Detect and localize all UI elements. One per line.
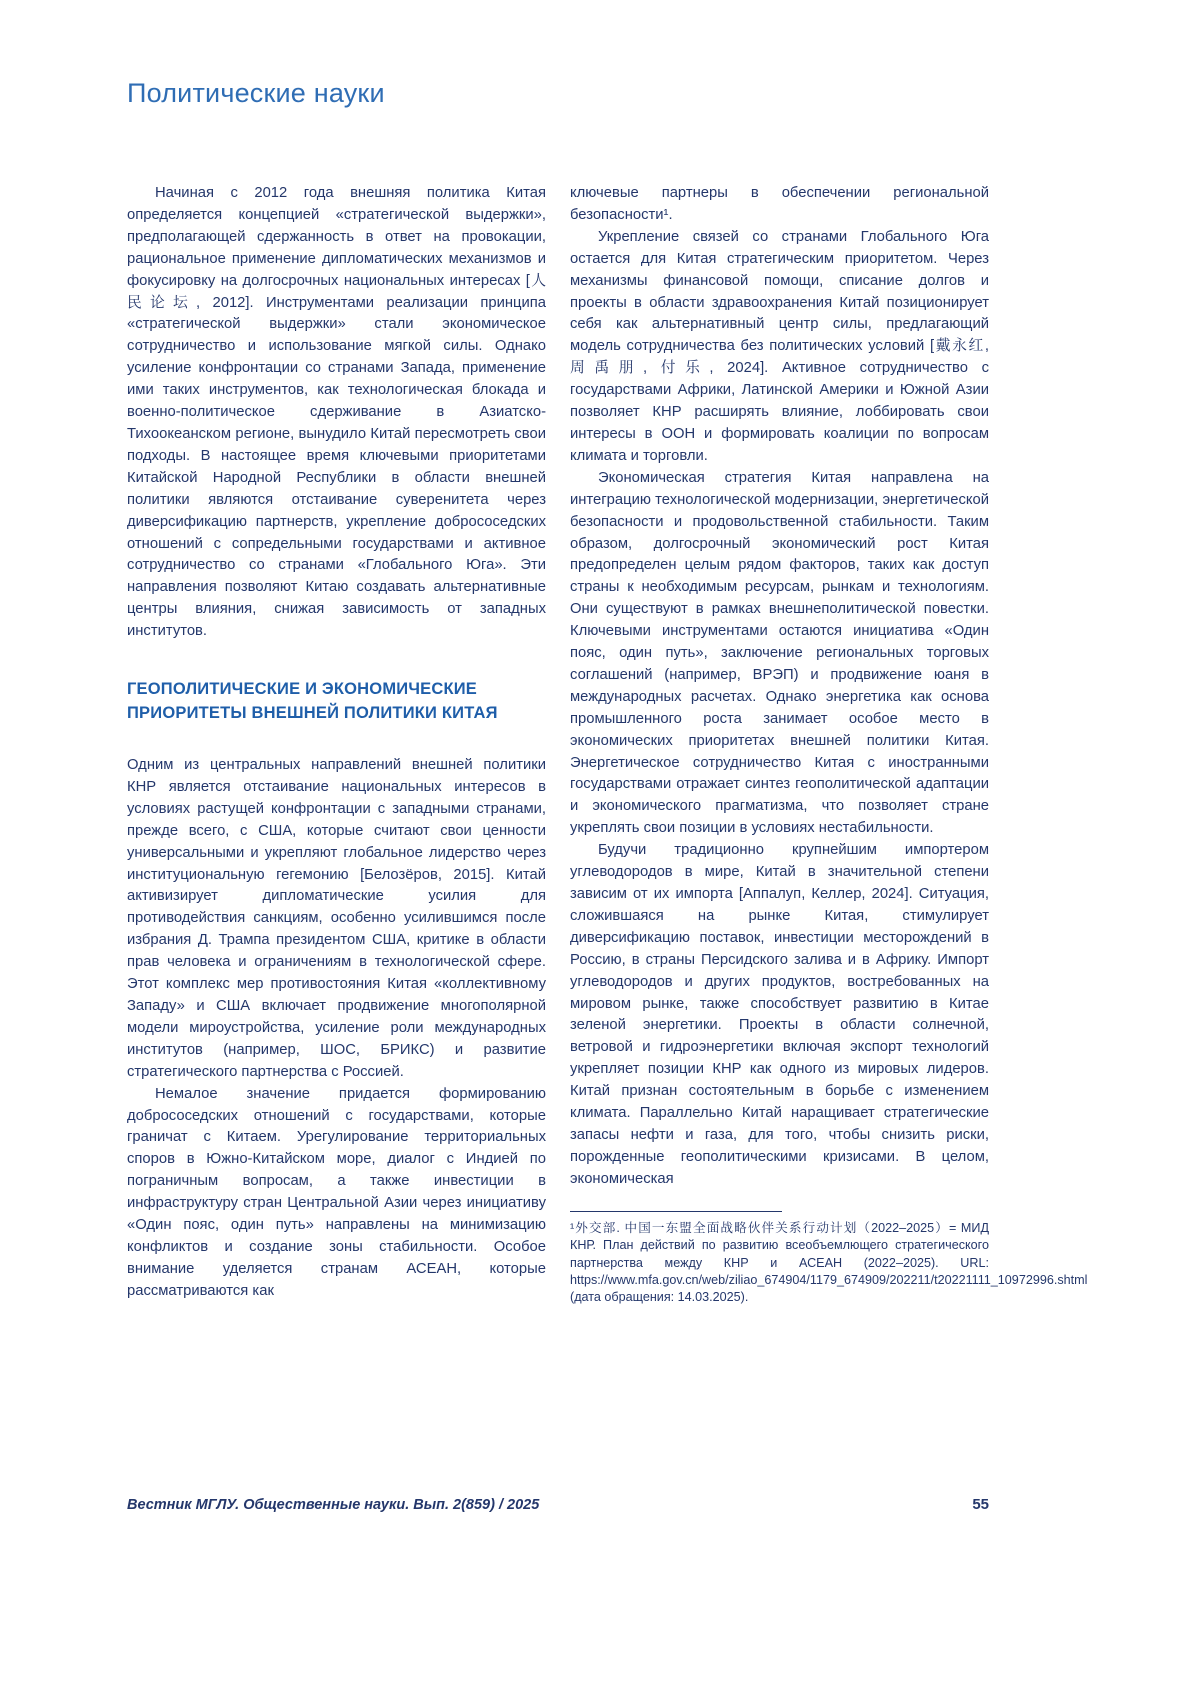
left-column	[127, 183, 546, 1307]
two-column-layout	[127, 183, 1088, 1307]
footnote-text: ¹外交部. 中国一东盟全面战略伙伴关系行动计划（2022–2025）= МИД КНР. План действий по развитию всеобъемлющего стратегического партнерства между КНР и АСЕАН (2022–2025). URL: https://www.mfa.gov.cn/web/ziliao_674904/1179_674909/202211/t20221111_10972996.shtml (дата обращения: 14.03.2025).	[570, 1220, 1088, 1305]
footnote	[570, 1211, 1088, 1307]
footnote-divider	[570, 1211, 782, 1212]
right-column	[570, 183, 1088, 1307]
body-paragraph: Начиная с 2012 года внешняя политика Китая определяется концепцией «стратегической выдержки», предполагающей сдержанность в ответ на провокации, рациональное применение дипломатических механизмов и фокусировку на долгосрочных национальных интересах [人民论坛, 2012]. Инструментами реализации принципа «стратегической выдержки» стали экономическое сотрудничество и использование мягкой силы. Однако усиление конфронтации со странами Запада, применение ими таких инструментов, как технологическая блокада и военно-политическое сдерживание в Азиатско-Тихоокеанском регионе, вынудило Китай пересмотреть свои подходы. В настоящее время ключевыми приоритетами Китайской Народной Республики в области внешней политики являются отстаивание суверенитета через диверсификацию партнерств, укрепление добрососедских отношений с сопредельными государствами и активное сотрудничество со странами «Глобального Юга». Эти направления позволяют Китаю создавать альтернативные центры влияния, снижая зависимость от западных институтов.	[127, 185, 546, 640]
body-paragraph: Немалое значение придается формированию добрососедских отношений с государствами, которые граничат с Китаем. Урегулирование территориальных споров в Южно-Китайском море, диалог с Индией по пограничным вопросам, а также инвестиции в инфраструктуру стран Центральной Азии через инициативу «Один пояс, один путь» направлены на минимизацию конфликтов и создание зоны стабильности. Особое внимание уделяется странам АСЕАН, которые рассматриваются как	[127, 1085, 546, 1299]
body-paragraph: Экономическая стратегия Китая направлена на интеграцию технологической модернизации, энергетической безопасности и продовольственной стабильности. Таким образом, долгосрочный экономический рост Китая предопределен целым рядом факторов, таких как доступ страны к необходимым ресурсам, рынкам и технологиям. Они существуют в рамках внешнеполитической повестки. Ключевыми инструментами остаются инициатива «Один пояс, один путь», заключение региональных торговых соглашений (например, ВРЭП) и продвижение юаня в международных расчетах. Однако энергетика как основа промышленного роста занимает особое место в экономических приоритетах внешней политики Китая. Энергетическое сотрудничество Китая с иностранными государствами отражает синтез геополитической адаптации и экономического прагматизма, что позволяет стране укреплять свои позиции в условиях нестабильности.	[570, 469, 989, 837]
body-paragraph: ключевые партнеры в обеспечении региональной безопасности¹.	[570, 185, 989, 223]
footer-journal-info: Вестник МГЛУ. Общественные науки. Вып. 2(859) / 2025	[127, 1497, 540, 1513]
page-number: 55	[972, 1496, 989, 1513]
body-paragraph: Одним из центральных направлений внешней политики КНР является отстаивание национальных интересов в условиях растущей конфронтации с западными странами, прежде всего, с США, которые считают свои ценности универсальными и укрепляют глобальное лидерство через институциональную гегемонию [Белозёров, 2015]. Китай активизирует дипломатические усилия для противодействия санкциям, особенно усилившимся после избрания Д. Трампа президентом США, критике в области прав человека и ограничениям в технологической сфере. Этот комплекс мер противостояния Китая «коллективному Западу» и США включает продвижение многополярной модели мироустройства, усиление роли международных институтов (например, ШОС, БРИКС) и развитие стратегического партнерства с Россией.	[127, 757, 546, 1080]
body-paragraph: Будучи традиционно крупнейшим импортером углеводородов в мире, Китай в значительной степени зависим от их импорта [Аппалуп, Келлер, 2024]. Ситуация, сложившаяся на рынке Китая, стимулирует диверсификацию поставок, инвестиции месторождений в Россию, в страны Персидского залива и в Африку. Импорт углеводородов и других продуктов, востребованных на мировом рынке, также способствует развитию в Китае зеленой энергетики. Проекты в области солнечной, ветровой и гидроэнергетики включая экспорт технологий укрепляет позиции КНР как одного из мировых лидеров. Китай признан состоятельным в борьбе с изменением климата. Параллельно Китай наращивает стратегические запасы нефти и газа, для того, чтобы снизить риски, порожденные геополитическими кризисами. В целом, экономическая	[570, 842, 989, 1187]
page-footer	[127, 1496, 989, 1513]
body-paragraph: Укрепление связей со странами Глобального Юга остается для Китая стратегическим приоритетом. Через механизмы финансовой помощи, списание долгов и проекты в области здравоохранения Китай позиционирует себя как альтернативный центр силы, предлагающий модель сотрудничества без политических условий [戴永红, 周禹朋, 付乐, 2024]. Активное сотрудничество с государствами Африки, Латинской Америки и Южной Азии позволяет КНР расширять влияние, лоббировать свои интересы в ООН и формировать коалиции по вопросам климата и торговли.	[570, 228, 989, 464]
page-title: Политические науки	[127, 78, 385, 108]
section-heading: ГЕОПОЛИТИЧЕСКИЕ И ЭКОНОМИЧЕСКИЕ ПРИОРИТЕТЫ ВНЕШНЕЙ ПОЛИТИКИ КИТАЯ	[127, 680, 498, 723]
